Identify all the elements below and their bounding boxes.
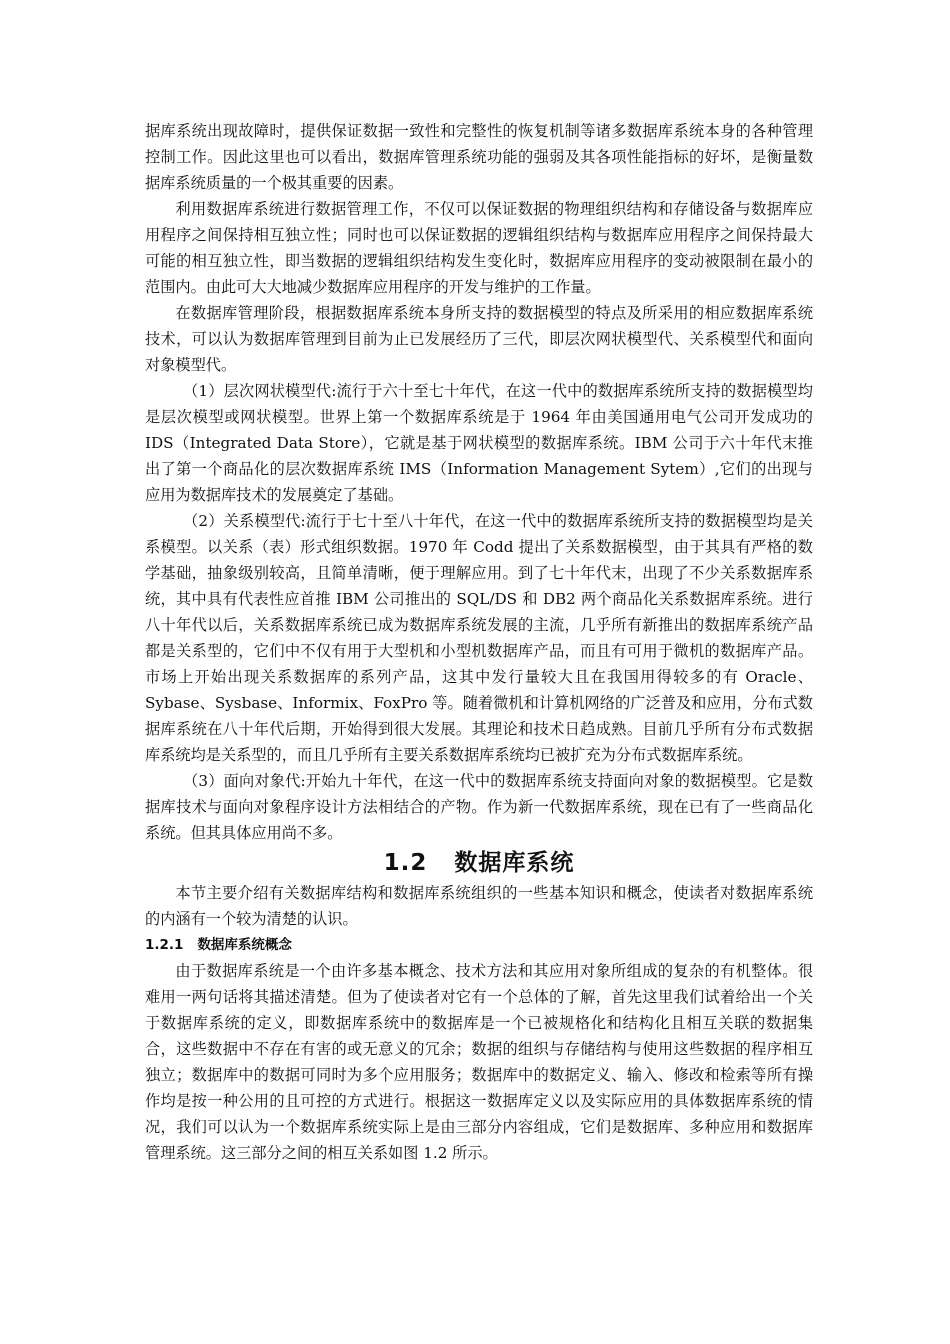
- subsection-heading: [145, 932, 813, 958]
- subsection-title: 数据库系统概念: [197, 937, 292, 953]
- section-heading: [145, 846, 813, 880]
- document-page: [145, 118, 813, 1166]
- section-number: 1.2: [383, 850, 428, 876]
- section-intro: 本节主要介绍有关数据库结构和数据库系统组织的一些基本知识和概念，使读者对数据库系统的内涵有一个较为清楚的认识。: [145, 884, 813, 928]
- paragraph-hierarchical-network: （1）层次网状模型代:流行于六十至七十年代，在这一代中的数据库系统所支持的数据模型均是层次模型或网状模型。世界上第一个数据库系统是于 1964 年由美国通用电气公司开发成功的 IDS（Integrated Data Store），它就是基于网状模型的数据库系统。IBM 公司于六十年代末推出了第一个商品化的层次数据库系统 IMS（Information Management Sytem）,它们的出现与应用为数据库技术的发展奠定了基础。: [145, 382, 813, 504]
- paragraph-relational: （2）关系模型代:流行于七十至八十年代，在这一代中的数据库系统所支持的数据模型均是关系模型。以关系（表）形式组织数据。1970 年 Codd 提出了关系数据模型，由于其具有严格的数学基础，抽象级别较高，且简单清晰，便于理解应用。到了七十年代末，出现了不少关系数据库系统，其中具有代表性应首推 IBM 公司推出的 SQL/DS 和 DB2 两个商品化关系数据库系统。进行八十年代以后，关系数据库系统已成为数据库系统发展的主流，几乎所有新推出的数据库系统产品都是关系型的，它们中不仅有用于大型机和小型机数据库产品，而且有可用于微机的数据库产品。市场上开始出现关系数据库的系列产品，这其中发行量较大且在我国用得较多的有 Oracle、Sybase、Sysbase、Informix、FoxPro 等。随着微机和计算机网络的广泛普及和应用，分布式数据库系统在八十年代后期，开始得到很大发展。其理论和技术日趋成熟。目前几乎所有分布式数据库系统均是关系型的，而且几乎所有主要关系数据库系统均已被扩充为分布式数据库系统。: [145, 512, 813, 764]
- paragraph-object-oriented: （3）面向对象代:开始九十年代，在这一代中的数据库系统支持面向对象的数据模型。它是数据库技术与面向对象程序设计方法相结合的产物。作为新一代数据库系统，现在已有了一些商品化系统。但其具体应用尚不多。: [145, 772, 813, 842]
- paragraph-independence: 利用数据库系统进行数据管理工作，不仅可以保证数据的物理组织结构和存储设备与数据库应用程序之间保持相互独立性；同时也可以保证数据的逻辑组织结构与数据库应用程序之间保持最大可能的相互独立性，即当数据的逻辑组织结构发生变化时，数据库应用程序的变动被限制在最小的范围内。由此可大大地减少数据库应用程序的开发与维护的工作量。: [145, 200, 813, 296]
- paragraph-continuation: 据库系统出现故障时，提供保证数据一致性和完整性的恢复机制等诸多数据库系统本身的各种管理控制工作。因此这里也可以看出，数据库管理系统功能的强弱及其各项性能指标的好坏，是衡量数据库系统质量的一个极其重要的因素。: [145, 122, 813, 192]
- paragraph-three-generations: 在数据库管理阶段，根据数据库系统本身所支持的数据模型的特点及所采用的相应数据库系统技术，可以认为数据库管理到目前为止已发展经历了三代，即层次网状模型代、关系模型代和面向对象模型代。: [145, 304, 813, 374]
- section-title: 数据库系统: [454, 850, 575, 876]
- subsection-number: 1.2.1: [145, 937, 184, 953]
- subsection-body: 由于数据库系统是一个由许多基本概念、技术方法和其应用对象所组成的复杂的有机整体。很难用一两句话将其描述清楚。但为了使读者对它有一个总体的了解，首先这里我们试着给出一个关于数据库系统的定义，即数据库系统中的数据库是一个已被规格化和结构化且相互关联的数据集合，这些数据中不存在有害的或无意义的冗余；数据的组织与存储结构与使用这些数据的程序相互独立；数据库中的数据可同时为多个应用服务；数据库中的数据定义、输入、修改和检索等所有操作均是按一种公用的且可控的方式进行。根据这一数据库定义以及实际应用的具体数据库系统的情况，我们可以认为一个数据库系统实际上是由三部分内容组成，它们是数据库、多种应用和数据库管理系统。这三部分之间的相互关系如图 1.2 所示。: [145, 962, 813, 1162]
